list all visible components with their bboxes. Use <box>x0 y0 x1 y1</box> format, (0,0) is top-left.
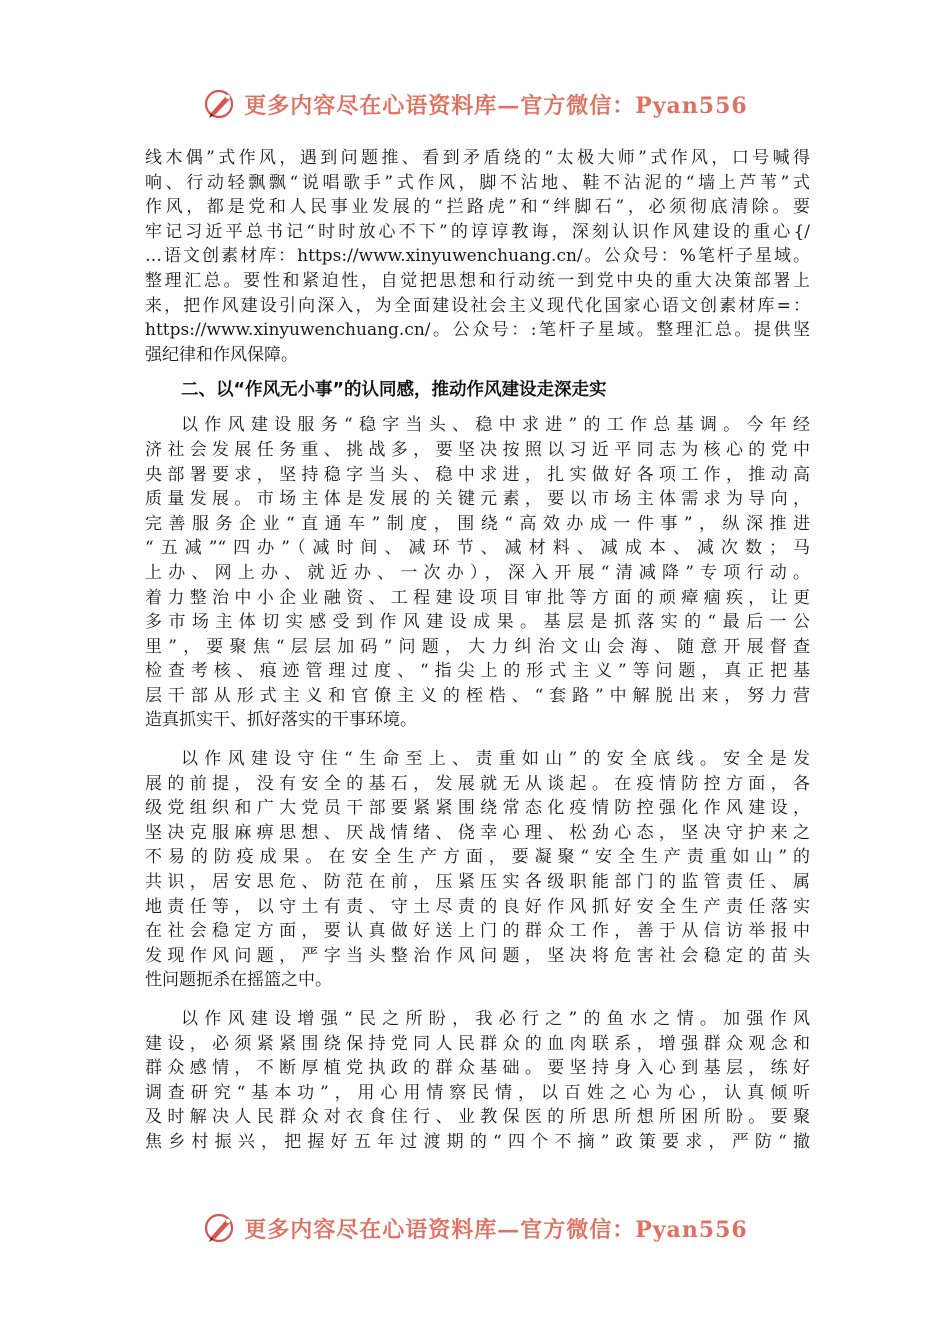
text-line: 坚决克服麻痹思想、厌战情绪、侥幸心理、松劲心态，坚决守护来之 <box>145 822 810 843</box>
text-line: 造真抓实干、抓好落实的干事环境。 <box>145 710 417 731</box>
text-line: 着力整治中小企业融资、工程建设项目审批等方面的顽瘴痼疾，让更 <box>145 587 810 608</box>
text-line: 牢记习近平总书记“时时放心不下”的谆谆教诲，深刻认识作风建设的重心{/ <box>145 221 810 242</box>
text-line: 来，把作风建设引向深入，为全面建设社会主义现代化国家心语文创素材库=： <box>145 295 810 316</box>
text-line: 以作风建设守住“生命至上、责重如山”的安全底线。安全是发 <box>181 749 810 770</box>
header-watermark-text: 更多内容尽在心语资料库—官方微信：Pyan556 <box>244 92 748 119</box>
text-line: 检查考核、痕迹管理过度、“指尖上的形式主义”等问题，真正把基 <box>145 661 810 682</box>
text-line: 发现作风问题，严字当头整治作风问题，坚决将危害社会稳定的苗头 <box>145 945 810 966</box>
pen-logo-icon <box>202 86 238 122</box>
pen-logo-icon <box>202 1210 238 1246</box>
footer-watermark-banner <box>0 1208 950 1248</box>
text-line: …语文创素材库：https://www.xinyuwenchuang.cn/。公众号：%笔杆子星域。 <box>145 246 810 267</box>
text-line: 里”，要聚焦“层层加码”问题，大力纠治文山会海、随意开展督查 <box>145 636 810 657</box>
intro-paragraph <box>145 146 810 367</box>
text-line: 作风，都是党和人民事业发展的“拦路虎”和“绊脚石”，必须彻底清除。要 <box>145 197 810 218</box>
text-line: 整理汇总。要性和紧迫性，自觉把思想和行动统一到党中央的重大决策部署上 <box>145 270 810 291</box>
paragraph-safety <box>145 747 810 993</box>
text-line: https://www.xinyuwenchuang.cn/。公众号：:笔杆子星域。整理汇总。提供坚 <box>145 320 810 341</box>
text-line: 层干部从形式主义和官僚主义的桎梏、“套路”中解脱出来，努力营 <box>145 685 810 706</box>
text-line: 级党组织和广大党员干部要紧紧围绕常态化疫情防控强化作风建设， <box>145 798 810 819</box>
text-line: 多市场主体切实感受到作风建设成果。基层是抓落实的“最后一公 <box>145 612 810 633</box>
text-line: 济社会发展任务重、挑战多，要坚决按照以习近平同志为核心的党中 <box>145 439 810 460</box>
text-line: 央部署要求，坚持稳字当头、稳中求进，扎实做好各项工作，推动高 <box>145 464 810 485</box>
paragraph-people <box>145 1007 810 1155</box>
text-line: 上办、网上办、就近办、一次办），深入开展“清减降”专项行动。 <box>145 562 810 583</box>
text-line: 群众感情，不断厚植党执政的群众基础。要坚持身入心到基层，练好 <box>145 1058 810 1079</box>
text-line: 以作风建设增强“民之所盼，我必行之”的鱼水之情。加强作风 <box>181 1009 810 1029</box>
text-line: 焦乡村振兴，把握好五年过渡期的“四个不摘”政策要求，严防“撤 <box>145 1131 810 1152</box>
footer-watermark-text: 更多内容尽在心语资料库—官方微信：Pyan556 <box>244 1216 748 1243</box>
paragraph-economy <box>145 413 810 733</box>
text-line: 建设，必须紧紧围绕保持党同人民群众的血肉联系，增强群众观念和 <box>145 1033 810 1054</box>
text-line: 以作风建设服务“稳字当头、稳中求进”的工作总基调。今年经 <box>181 415 810 436</box>
text-line: 在社会稳定方面，要认真做好送上门的群众工作，善于从信访举报中 <box>145 921 810 942</box>
section-heading: 二、以“作风无小事”的认同感，推动作风建设走深走实 <box>181 380 607 401</box>
text-line: 性问题扼杀在摇篮之中。 <box>145 970 332 991</box>
text-line: 不易的防疫成果。在安全生产方面，要凝聚“安全生产责重如山”的 <box>145 847 810 868</box>
text-line: “五减”“四办”（减时间、减环节、减材料、减成本、减次数；马 <box>145 538 810 559</box>
text-line: 调查研究“基本功”，用心用情察民情，以百姓之心为心，认真倾听 <box>145 1082 810 1103</box>
text-line: 响、行动轻飘飘“说唱歌手”式作风，脚不沾地、鞋不沾泥的“墙上芦苇”式 <box>145 172 810 193</box>
text-line: 展的前提，没有安全的基石，发展就无从谈起。在疫情防控方面，各 <box>145 773 810 794</box>
text-line: 质量发展。市场主体是发展的关键元素，要以市场主体需求为导向， <box>145 489 810 510</box>
text-line: 完善服务企业“直通车”制度，围绕“高效办成一件事”，纵深推进 <box>145 513 810 534</box>
text-line: 共识，居安思危、防范在前，压紧压实各级职能部门的监管责任、属 <box>145 872 810 893</box>
text-line: 地责任等，以守土有责、守土尽责的良好作风抓好安全生产责任落实 <box>145 896 810 917</box>
document-body <box>145 146 810 1155</box>
header-watermark-banner <box>0 84 950 124</box>
text-line: 线木偶”式作风，遇到问题推、看到矛盾绕的“太极大师”式作风，口号喊得 <box>145 148 810 168</box>
text-line: 强纪律和作风保障。 <box>145 344 298 365</box>
text-line: 及时解决人民群众对衣食住行、业教保医的所思所想所困所盼。要聚 <box>145 1107 810 1128</box>
